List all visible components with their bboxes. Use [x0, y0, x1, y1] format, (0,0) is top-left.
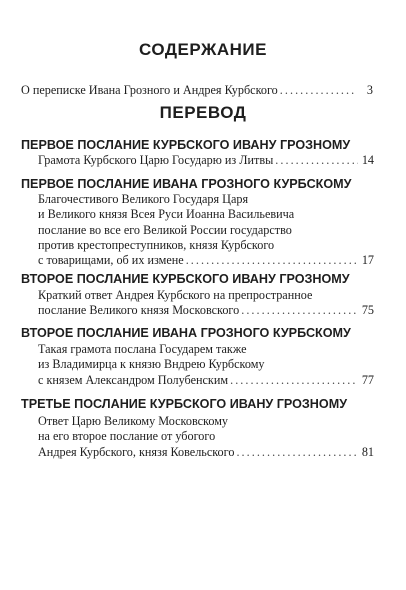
toc-entry-letter-3[interactable] — [38, 288, 374, 319]
contents-heading: СОДЕРЖАНИЕ — [139, 40, 267, 59]
toc-entry-letter-4[interactable] — [38, 342, 374, 388]
translation-heading: ПЕРЕВОД — [159, 103, 247, 122]
toc-entry-line: Ответ Царю Великому Московскому — [38, 414, 229, 428]
leader-dots — [280, 83, 357, 98]
toc-entry-line: послание во все его Великой России государство — [38, 222, 292, 237]
toc-entry-line: Благочестивого Великого Государя Царя — [38, 192, 249, 206]
leader-dots — [241, 303, 358, 318]
toc-entry-page: 75 — [361, 303, 374, 318]
toc-entry-line: и Великого князя Всея Руси Иоанна Васильевича — [38, 207, 295, 222]
toc-entry-page: 3 — [366, 83, 373, 97]
toc-entry-intro[interactable] — [21, 83, 373, 98]
toc-entry-letter-2[interactable] — [38, 192, 374, 268]
leader-dots — [230, 373, 358, 388]
letter-5-title: ТРЕТЬЕ ПОСЛАНИЕ КУРБСКОГО ИВАНУ ГРОЗНОМУ — [21, 397, 348, 411]
toc-entry-line: Такая грамота послана Государем также — [38, 342, 247, 356]
letter-3-title: ВТОРОЕ ПОСЛАНИЕ КУРБСКОГО ИВАНУ ГРОЗНОМУ — [21, 272, 350, 286]
toc-entry-text: О переписке Ивана Грозного и Андрея Курбского — [21, 83, 278, 97]
toc-entry-page: 17 — [361, 253, 374, 268]
letter-2-title: ПЕРВОЕ ПОСЛАНИЕ ИВАНА ГРОЗНОГО КУРБСКОМУ — [21, 177, 352, 191]
toc-entry-text: послание Великого князя Московского — [38, 303, 240, 318]
letter-1-title: ПЕРВОЕ ПОСЛАНИЕ КУРБСКОГО ИВАНУ ГРОЗНОМУ — [21, 138, 351, 152]
toc-entry-text: с товарищами, об их измене — [38, 253, 184, 268]
toc-entry-text: с князем Александром Полубенским — [38, 372, 229, 387]
toc-entry-line: против крестопреступников, князя Курбского — [38, 237, 275, 252]
letter-4-title: ВТОРОЕ ПОСЛАНИЕ ИВАНА ГРОЗНОГО КУРБСКОМУ — [21, 326, 351, 340]
toc-entry-letter-1[interactable] — [38, 153, 374, 168]
toc-entry-letter-5[interactable] — [38, 414, 374, 460]
leader-dots — [186, 253, 358, 268]
toc-entry-page: 77 — [361, 372, 374, 387]
toc-entry-line: на его второе послание от убогого — [38, 429, 216, 444]
leader-dots — [236, 445, 358, 460]
toc-entry-line: Краткий ответ Андрея Курбского на препространное — [38, 288, 313, 302]
leader-dots — [275, 153, 358, 168]
toc-entry-line: из Владимирца к князю Вндрею Курбскому — [38, 357, 265, 372]
toc-entry-page: 81 — [361, 444, 374, 459]
toc-entry-text: Андрея Курбского, князя Ковельского — [38, 444, 235, 459]
toc-entry-text: Грамота Курбского Царю Государю из Литвы — [38, 153, 274, 167]
toc-entry-page: 14 — [361, 153, 374, 167]
